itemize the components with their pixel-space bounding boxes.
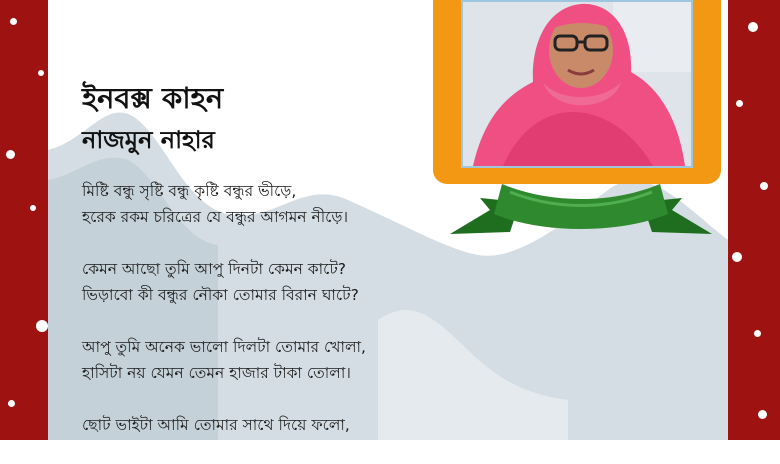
snow-dot [758,410,767,419]
right-decorative-border [728,0,780,440]
snow-dot [38,70,44,76]
author-photo [461,0,693,168]
poem-line: ভিড়াবো কী বন্ধুর নৌকা তোমার বিরান ঘাটে? [82,286,359,304]
snow-dot [732,252,742,262]
orange-frame [433,0,721,184]
snow-dot [760,182,768,190]
snow-dot [36,320,48,332]
snow-dot [736,100,743,107]
poem-stanza [82,412,502,438]
green-ribbon-icon [450,170,712,250]
poem-author: নাজমুন নাহার [82,126,215,154]
author-photo-frame [432,0,732,250]
snow-dot [6,150,15,159]
snow-dot [748,22,758,32]
snow-dot [30,205,36,211]
poem-title: ইনবক্স কাহন [82,81,224,115]
poem-line: মিষ্টি বন্ধু সৃষ্টি বন্ধু কৃষ্টি বন্ধুর ভীড়ে, [82,182,297,200]
poem-stanza [82,256,502,308]
poem-stanza [82,334,502,386]
author-portrait-icon [463,2,691,166]
poem-line: ছোট ভাইটা আমি তোমার সাথে দিয়ে ফলো, [82,416,350,434]
poem-line: কেমন আছো তুমি আপু দিনটা কেমন কাটে? [82,260,347,278]
snow-dot [10,18,17,25]
snow-dot [8,400,15,407]
snow-dot [754,330,761,337]
poem-line: হাসিটা নয় যেমন তেমন হাজার টাকা তোলা। [82,364,351,382]
poem-line: হরেক রকম চরিত্রের যে বন্ধুর আগমন নীড়ে। [82,208,349,226]
poem-line: আপু তুমি অনেক ভালো দিলটা তোমার খোলা, [82,338,366,356]
left-decorative-border [0,0,48,440]
